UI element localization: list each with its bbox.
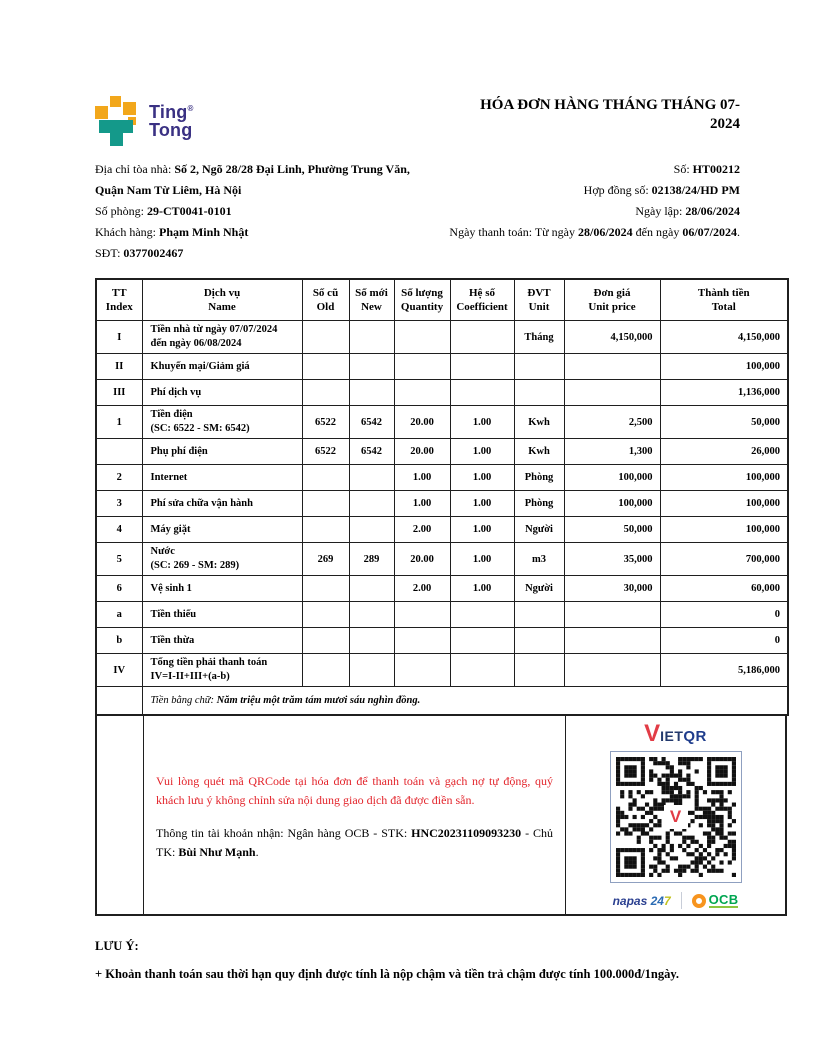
quantity-cell: 20.00 <box>394 439 450 465</box>
payment-left-spacer <box>97 716 144 914</box>
unit-cell <box>514 354 564 380</box>
new-reading-cell <box>349 321 394 354</box>
unit-price-cell <box>564 354 660 380</box>
quantity-cell: 2.00 <box>394 517 450 543</box>
unit-cell: Kwh <box>514 439 564 465</box>
table-row <box>96 439 788 465</box>
account-holder: Bùi Như Mạnh <box>178 845 256 859</box>
table-cell <box>96 687 142 716</box>
service-name-cell: Phụ phí điện <box>142 439 302 465</box>
old-reading-cell <box>302 654 349 687</box>
quantity-cell: 20.00 <box>394 543 450 576</box>
old-reading-cell <box>302 321 349 354</box>
ocb-ring-icon <box>692 894 706 908</box>
tingtong-logo <box>95 96 194 146</box>
col-new: Số mới New <box>349 279 394 321</box>
new-reading-cell <box>349 354 394 380</box>
unit-cell <box>514 628 564 654</box>
payment-period: Ngày thanh toán: Từ ngày 28/06/2024 đến ngày 06/07/2024. <box>449 225 740 239</box>
old-reading-cell: 6522 <box>302 406 349 439</box>
payment-instructions <box>144 716 565 914</box>
unit-price-cell: 1,300 <box>564 439 660 465</box>
coefficient-cell: 1.00 <box>450 491 514 517</box>
col-quantity: Số lượng Quantity <box>394 279 450 321</box>
total-cell: 26,000 <box>660 439 788 465</box>
coefficient-cell <box>450 628 514 654</box>
old-reading-cell <box>302 465 349 491</box>
table-row <box>96 576 788 602</box>
coefficient-cell <box>450 354 514 380</box>
index-cell: 4 <box>96 517 142 543</box>
page-title <box>440 96 740 134</box>
new-reading-cell <box>349 380 394 406</box>
logo-separator <box>681 892 682 909</box>
index-cell: a <box>96 602 142 628</box>
account-number: HNC20231109093230 <box>411 826 522 840</box>
qr-payment-note: Vui lòng quét mã QRCode tại hóa đơn để thanh toán và gạch nợ tự động, quý khách lưu ý không chỉnh sửa nội dung giao dịch đã được điền sẵn. <box>156 774 553 807</box>
coefficient-cell <box>450 321 514 354</box>
total-cell: 50,000 <box>660 406 788 439</box>
unit-cell: m3 <box>514 543 564 576</box>
table-row <box>96 517 788 543</box>
table-row <box>96 380 788 406</box>
index-cell: 2 <box>96 465 142 491</box>
col-unit-price: Đơn giá Unit price <box>564 279 660 321</box>
unit-price-cell: 4,150,000 <box>564 321 660 354</box>
col-coefficient: Hệ số Coefficient <box>450 279 514 321</box>
total-cell: 700,000 <box>660 543 788 576</box>
late-payment-note: + Khoản thanh toán sau thời hạn quy định được tính là nộp chậm và tiền trả chậm được tính 100.000đ/1ngày. <box>95 967 680 981</box>
building-address-line2: Quận Nam Từ Liêm, Hà Nội <box>95 183 242 197</box>
quantity-cell: 20.00 <box>394 406 450 439</box>
index-cell: IV <box>96 654 142 687</box>
col-index: TT Index <box>96 279 142 321</box>
index-cell: 5 <box>96 543 142 576</box>
notes-title: LƯU Ý: <box>95 939 139 953</box>
unit-price-cell <box>564 380 660 406</box>
service-name-cell: Nước (SC: 269 - SM: 289) <box>142 543 302 576</box>
table-row <box>96 406 788 439</box>
col-old: Số cũ Old <box>302 279 349 321</box>
service-name-cell: Phí sửa chữa vận hành <box>142 491 302 517</box>
new-reading-cell <box>349 517 394 543</box>
new-reading-cell <box>349 576 394 602</box>
unit-price-cell: 30,000 <box>564 576 660 602</box>
footer-notes <box>95 939 787 982</box>
issue-date: Ngày lập: 28/06/2024 <box>635 204 740 218</box>
unit-cell <box>514 654 564 687</box>
new-reading-cell <box>349 628 394 654</box>
bank-account-info: Thông tin tài khoản nhận: Ngân hàng OCB - STK: HNC20231109093230 - Chủ TK: Bùi Như Mạnh. <box>156 826 553 859</box>
table-row <box>96 491 788 517</box>
col-service: Dịch vụ Name <box>142 279 302 321</box>
coefficient-cell: 1.00 <box>450 543 514 576</box>
tingtong-logo-text <box>149 100 194 139</box>
payment-network-logos <box>613 892 739 909</box>
unit-price-cell: 50,000 <box>564 517 660 543</box>
room-number: Số phòng: 29-CT0041-0101 <box>95 204 232 218</box>
tingtong-logo-icon <box>95 96 141 146</box>
new-reading-cell <box>349 654 394 687</box>
amount-in-words-section <box>96 687 788 716</box>
service-name-cell: Phí dịch vụ <box>142 380 302 406</box>
table-row <box>96 321 788 354</box>
table-row <box>96 465 788 491</box>
invoice-info-right <box>449 159 740 264</box>
amount-in-words-value: Năm triệu một trăm tám mươi sáu nghìn đồng. <box>216 695 421 706</box>
total-cell: 100,000 <box>660 465 788 491</box>
coefficient-cell: 1.00 <box>450 465 514 491</box>
total-cell: 4,150,000 <box>660 321 788 354</box>
service-name-cell: Tiền thừa <box>142 628 302 654</box>
logo-word-2: Tong <box>149 120 193 140</box>
total-cell: 0 <box>660 602 788 628</box>
old-reading-cell <box>302 602 349 628</box>
quantity-cell <box>394 628 450 654</box>
old-reading-cell <box>302 517 349 543</box>
service-name-cell: Máy giặt <box>142 517 302 543</box>
ocb-logo <box>692 891 739 908</box>
col-unit: ĐVT Unit <box>514 279 564 321</box>
quantity-cell <box>394 354 450 380</box>
unit-cell: Kwh <box>514 406 564 439</box>
quantity-cell <box>394 380 450 406</box>
quantity-cell <box>394 654 450 687</box>
service-name-cell: Vệ sinh 1 <box>142 576 302 602</box>
old-reading-cell <box>302 354 349 380</box>
unit-cell: Người <box>514 517 564 543</box>
contract-number: Hợp đồng số: 02138/24/HD PM <box>583 183 740 197</box>
quantity-cell: 1.00 <box>394 465 450 491</box>
service-name-cell: Tổng tiền phải thanh toán IV=I-II+III+(a-b) <box>142 654 302 687</box>
table-row <box>96 628 788 654</box>
coefficient-cell <box>450 602 514 628</box>
amount-in-words-row <box>96 687 788 716</box>
table-row <box>96 543 788 576</box>
coefficient-cell: 1.00 <box>450 517 514 543</box>
vietqr-panel <box>565 716 785 914</box>
amount-in-words-label: Tiền bằng chữ: <box>150 695 217 706</box>
new-reading-cell: 289 <box>349 543 394 576</box>
service-name-cell: Tiền nhà từ ngày 07/07/2024 đến ngày 06/08/2024 <box>142 321 302 354</box>
vietqr-logo: VIETQR <box>644 720 707 747</box>
total-cell: 100,000 <box>660 354 788 380</box>
unit-price-cell: 100,000 <box>564 465 660 491</box>
quantity-cell: 2.00 <box>394 576 450 602</box>
unit-cell <box>514 380 564 406</box>
page-title-line2: 2024 <box>710 116 740 132</box>
invoice-table <box>95 278 789 716</box>
quantity-cell: 1.00 <box>394 491 450 517</box>
table-header <box>96 279 788 321</box>
new-reading-cell: 6542 <box>349 439 394 465</box>
index-cell: 6 <box>96 576 142 602</box>
payment-section <box>95 716 787 916</box>
total-cell: 5,186,000 <box>660 654 788 687</box>
old-reading-cell: 6522 <box>302 439 349 465</box>
total-cell: 60,000 <box>660 576 788 602</box>
invoice-table-body <box>96 321 788 687</box>
quantity-cell <box>394 321 450 354</box>
unit-price-cell: 100,000 <box>564 491 660 517</box>
unit-cell: Phòng <box>514 465 564 491</box>
index-cell: 3 <box>96 491 142 517</box>
coefficient-cell: 1.00 <box>450 406 514 439</box>
quantity-cell <box>394 602 450 628</box>
index-cell: 1 <box>96 406 142 439</box>
table-row <box>96 602 788 628</box>
old-reading-cell <box>302 628 349 654</box>
service-name-cell: Khuyến mại/Giảm giá <box>142 354 302 380</box>
unit-cell: Người <box>514 576 564 602</box>
index-cell: b <box>96 628 142 654</box>
total-cell: 0 <box>660 628 788 654</box>
old-reading-cell <box>302 491 349 517</box>
unit-price-cell: 35,000 <box>564 543 660 576</box>
unit-price-cell <box>564 602 660 628</box>
page-title-line1: HÓA ĐƠN HÀNG THÁNG THÁNG 07- <box>480 97 740 113</box>
invoice-info <box>95 159 787 264</box>
coefficient-cell <box>450 654 514 687</box>
qr-code <box>610 751 742 883</box>
col-total: Thành tiền Total <box>660 279 788 321</box>
new-reading-cell <box>349 491 394 517</box>
amount-in-words-cell <box>142 687 788 716</box>
old-reading-cell <box>302 380 349 406</box>
unit-cell: Phòng <box>514 491 564 517</box>
coefficient-cell: 1.00 <box>450 576 514 602</box>
ocb-logo-text: OCB <box>708 891 739 907</box>
new-reading-cell <box>349 602 394 628</box>
registered-mark: ® <box>187 104 194 113</box>
unit-cell <box>514 602 564 628</box>
customer-phone: SĐT: 0377002467 <box>95 246 184 260</box>
unit-price-cell: 2,500 <box>564 406 660 439</box>
logo-word-1: Ting <box>149 102 188 122</box>
new-reading-cell: 6542 <box>349 406 394 439</box>
index-cell: III <box>96 380 142 406</box>
unit-cell: Tháng <box>514 321 564 354</box>
total-cell: 100,000 <box>660 517 788 543</box>
customer-name: Khách hàng: Phạm Minh Nhật <box>95 225 249 239</box>
invoice-content <box>95 96 787 982</box>
index-cell: I <box>96 321 142 354</box>
vietqr-center-mark: V <box>664 805 688 829</box>
unit-price-cell <box>564 654 660 687</box>
index-cell: II <box>96 354 142 380</box>
unit-price-cell <box>564 628 660 654</box>
old-reading-cell: 269 <box>302 543 349 576</box>
index-cell <box>96 439 142 465</box>
invoice-number: Số: HT00212 <box>673 162 740 176</box>
coefficient-cell: 1.00 <box>450 439 514 465</box>
service-name-cell: Tiền thiếu <box>142 602 302 628</box>
napas-logo: napas 247 <box>612 893 671 908</box>
invoice-info-left <box>95 159 449 264</box>
coefficient-cell <box>450 380 514 406</box>
old-reading-cell <box>302 576 349 602</box>
new-reading-cell <box>349 465 394 491</box>
header <box>95 96 787 146</box>
table-row <box>96 354 788 380</box>
total-cell: 1,136,000 <box>660 380 788 406</box>
service-name-cell: Internet <box>142 465 302 491</box>
building-address-line1: Địa chỉ tòa nhà: Số 2, Ngõ 28/28 Đại Linh, Phường Trung Văn, <box>95 162 410 176</box>
service-name-cell: Tiền điện (SC: 6522 - SM: 6542) <box>142 406 302 439</box>
total-cell: 100,000 <box>660 491 788 517</box>
table-row <box>96 654 788 687</box>
